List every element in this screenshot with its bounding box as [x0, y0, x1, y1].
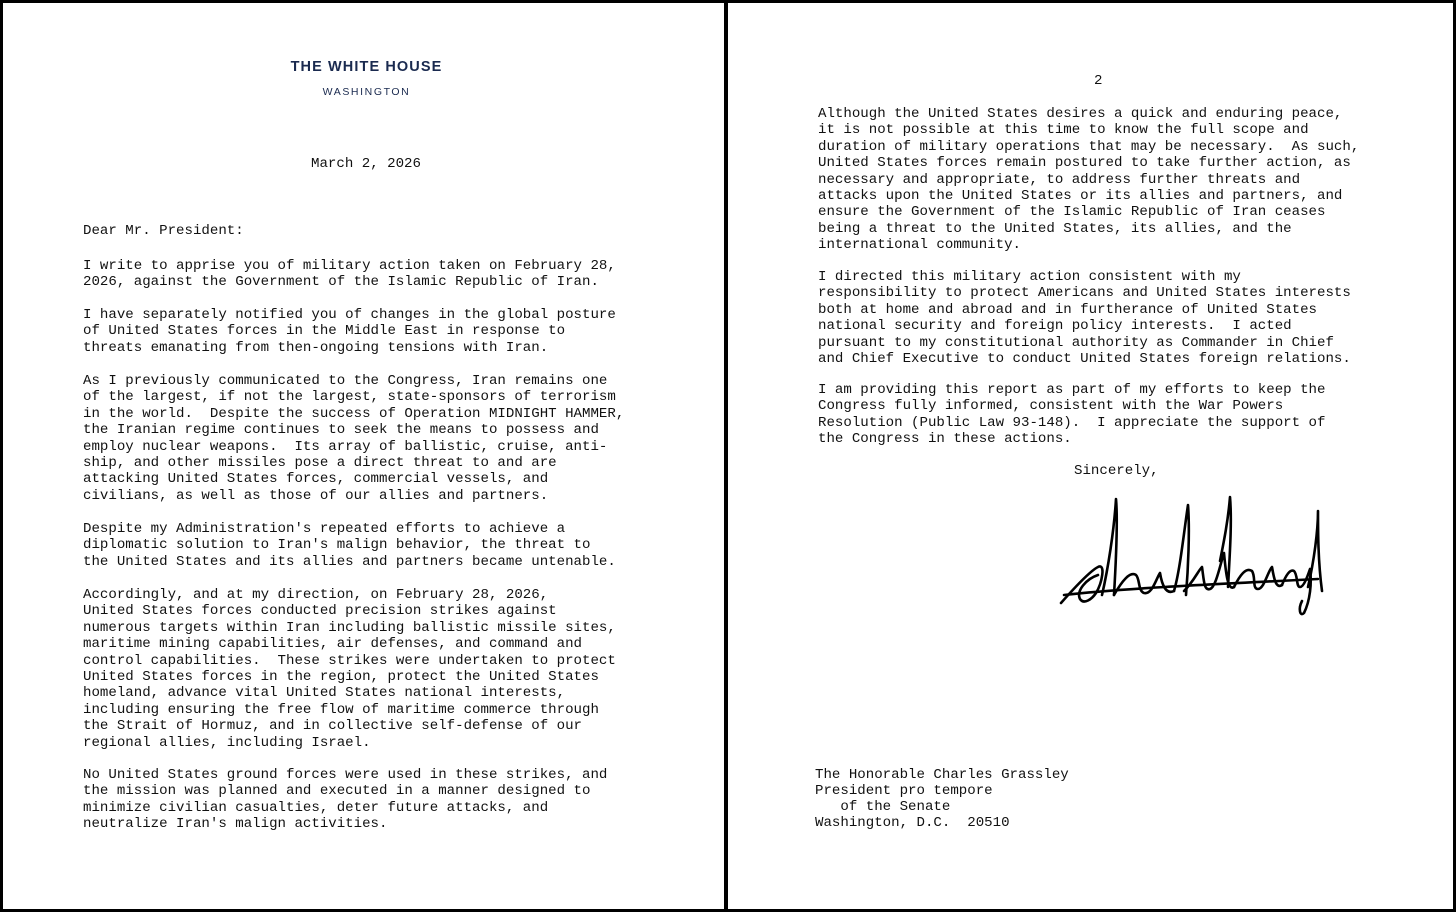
body-paragraph: As I previously communicated to the Congress, Iran remains one of the largest, if not the largest, state-sponsors of terrorism in the world. Despite the success of Operation MIDNIGHT HAMMER, the Iranian regime continues to seek the means to possess and employ nuclear weapons. Its array of ballistic, cruise, anti- ship, and other missiles pose a direct threat to and are attacking United States forces, commercial vessels, and civilians, as well as those of our allies and partners.: [83, 373, 625, 504]
salutation: Dear Mr. President:: [83, 223, 244, 239]
body-paragraph: I write to apprise you of military action taken on February 28, 2026, against the Government of the Islamic Republic of Iran.: [83, 258, 616, 291]
body-paragraph: Despite my Administration's repeated efforts to achieve a diplomatic solution to Iran's malign behavior, the threat to the United States and its allies and partners became untenable.: [83, 521, 616, 570]
closing: Sincerely,: [1074, 463, 1159, 479]
letterhead-title: THE WHITE HOUSE: [290, 59, 443, 75]
addressee-line: of the Senate: [815, 799, 951, 815]
addressee-line: President pro tempore: [815, 783, 993, 799]
body-paragraph: Accordingly, and at my direction, on February 28, 2026, United States forces conducted precision strikes against numerous targets within Iran including ballistic missile sites, maritime mining capabilities, air defenses, and command and control capabilities. These strikes were undertaken to protect United States forces in the region, protect the United States homeland, advance vital United States national interests, including ensuring the free flow of maritime commerce through the Strait of Hormuz, and in collective self-defense of our regional allies, including Israel.: [83, 587, 616, 751]
body-paragraph: I have separately notified you of changes in the global posture of United States forces in the Middle East in response to threats emanating from then-ongoing tensions with Iran.: [83, 307, 616, 356]
signature-image: [1056, 491, 1326, 621]
addressee-line: Washington, D.C. 20510: [815, 815, 1010, 831]
letter-date: March 2, 2026: [311, 156, 421, 172]
body-paragraph: I am providing this report as part of my efforts to keep the Congress fully informed, consistent with the War Powers Resolution (Public Law 93-148). I appreciate the support of the Congress in these actions.: [818, 382, 1326, 448]
body-paragraph: Although the United States desires a quick and enduring peace, it is not possible at this time to know the full scope and duration of military operations that may be necessary. As such, United States forces remain postured to take further action, as necessary and appropriate, to address further threats and attacks upon the United States or its allies and partners, and ensure the Government of the Islamic Republic of Iran ceases being a threat to the United States, its allies, and the international community.: [818, 106, 1360, 254]
body-paragraph: I directed this military action consistent with my responsibility to protect Americans and United States interests both at home and abroad and in furtherance of United States national security and foreign policy interests. I acted pursuant to my constitutional authority as Commander in Chief and Chief Executive to conduct United States foreign relations.: [818, 269, 1351, 368]
letter-page-1: [3, 3, 724, 909]
letterhead-subtitle: WASHINGTON: [322, 86, 411, 98]
letter-page-2: [728, 3, 1456, 909]
page-number: 2: [1094, 73, 1103, 89]
addressee-line: The Honorable Charles Grassley: [815, 767, 1069, 783]
body-paragraph: No United States ground forces were used in these strikes, and the mission was planned and executed in a manner designed to minimize civilian casualties, deter future attacks, and neutralize Iran's malign activities.: [83, 767, 608, 833]
